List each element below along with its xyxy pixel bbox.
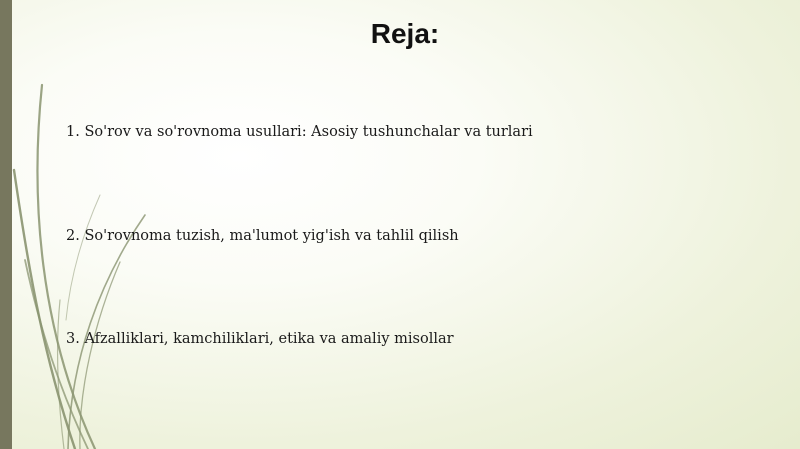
plan-item-3: 3. Afzalliklari, kamchiliklari, etika va amaliy misollar [66, 331, 454, 347]
slide-title: Reja: [370, 18, 440, 49]
grass-blades-icon [0, 0, 200, 449]
plan-item-2: 2. So'rovnoma tuzish, ma'lumot yig'ish va tahlil qilish [66, 228, 459, 244]
plan-item-1: 1. So'rov va so'rovnoma usullari: Asosiy tushunchalar va turlari [66, 124, 533, 140]
